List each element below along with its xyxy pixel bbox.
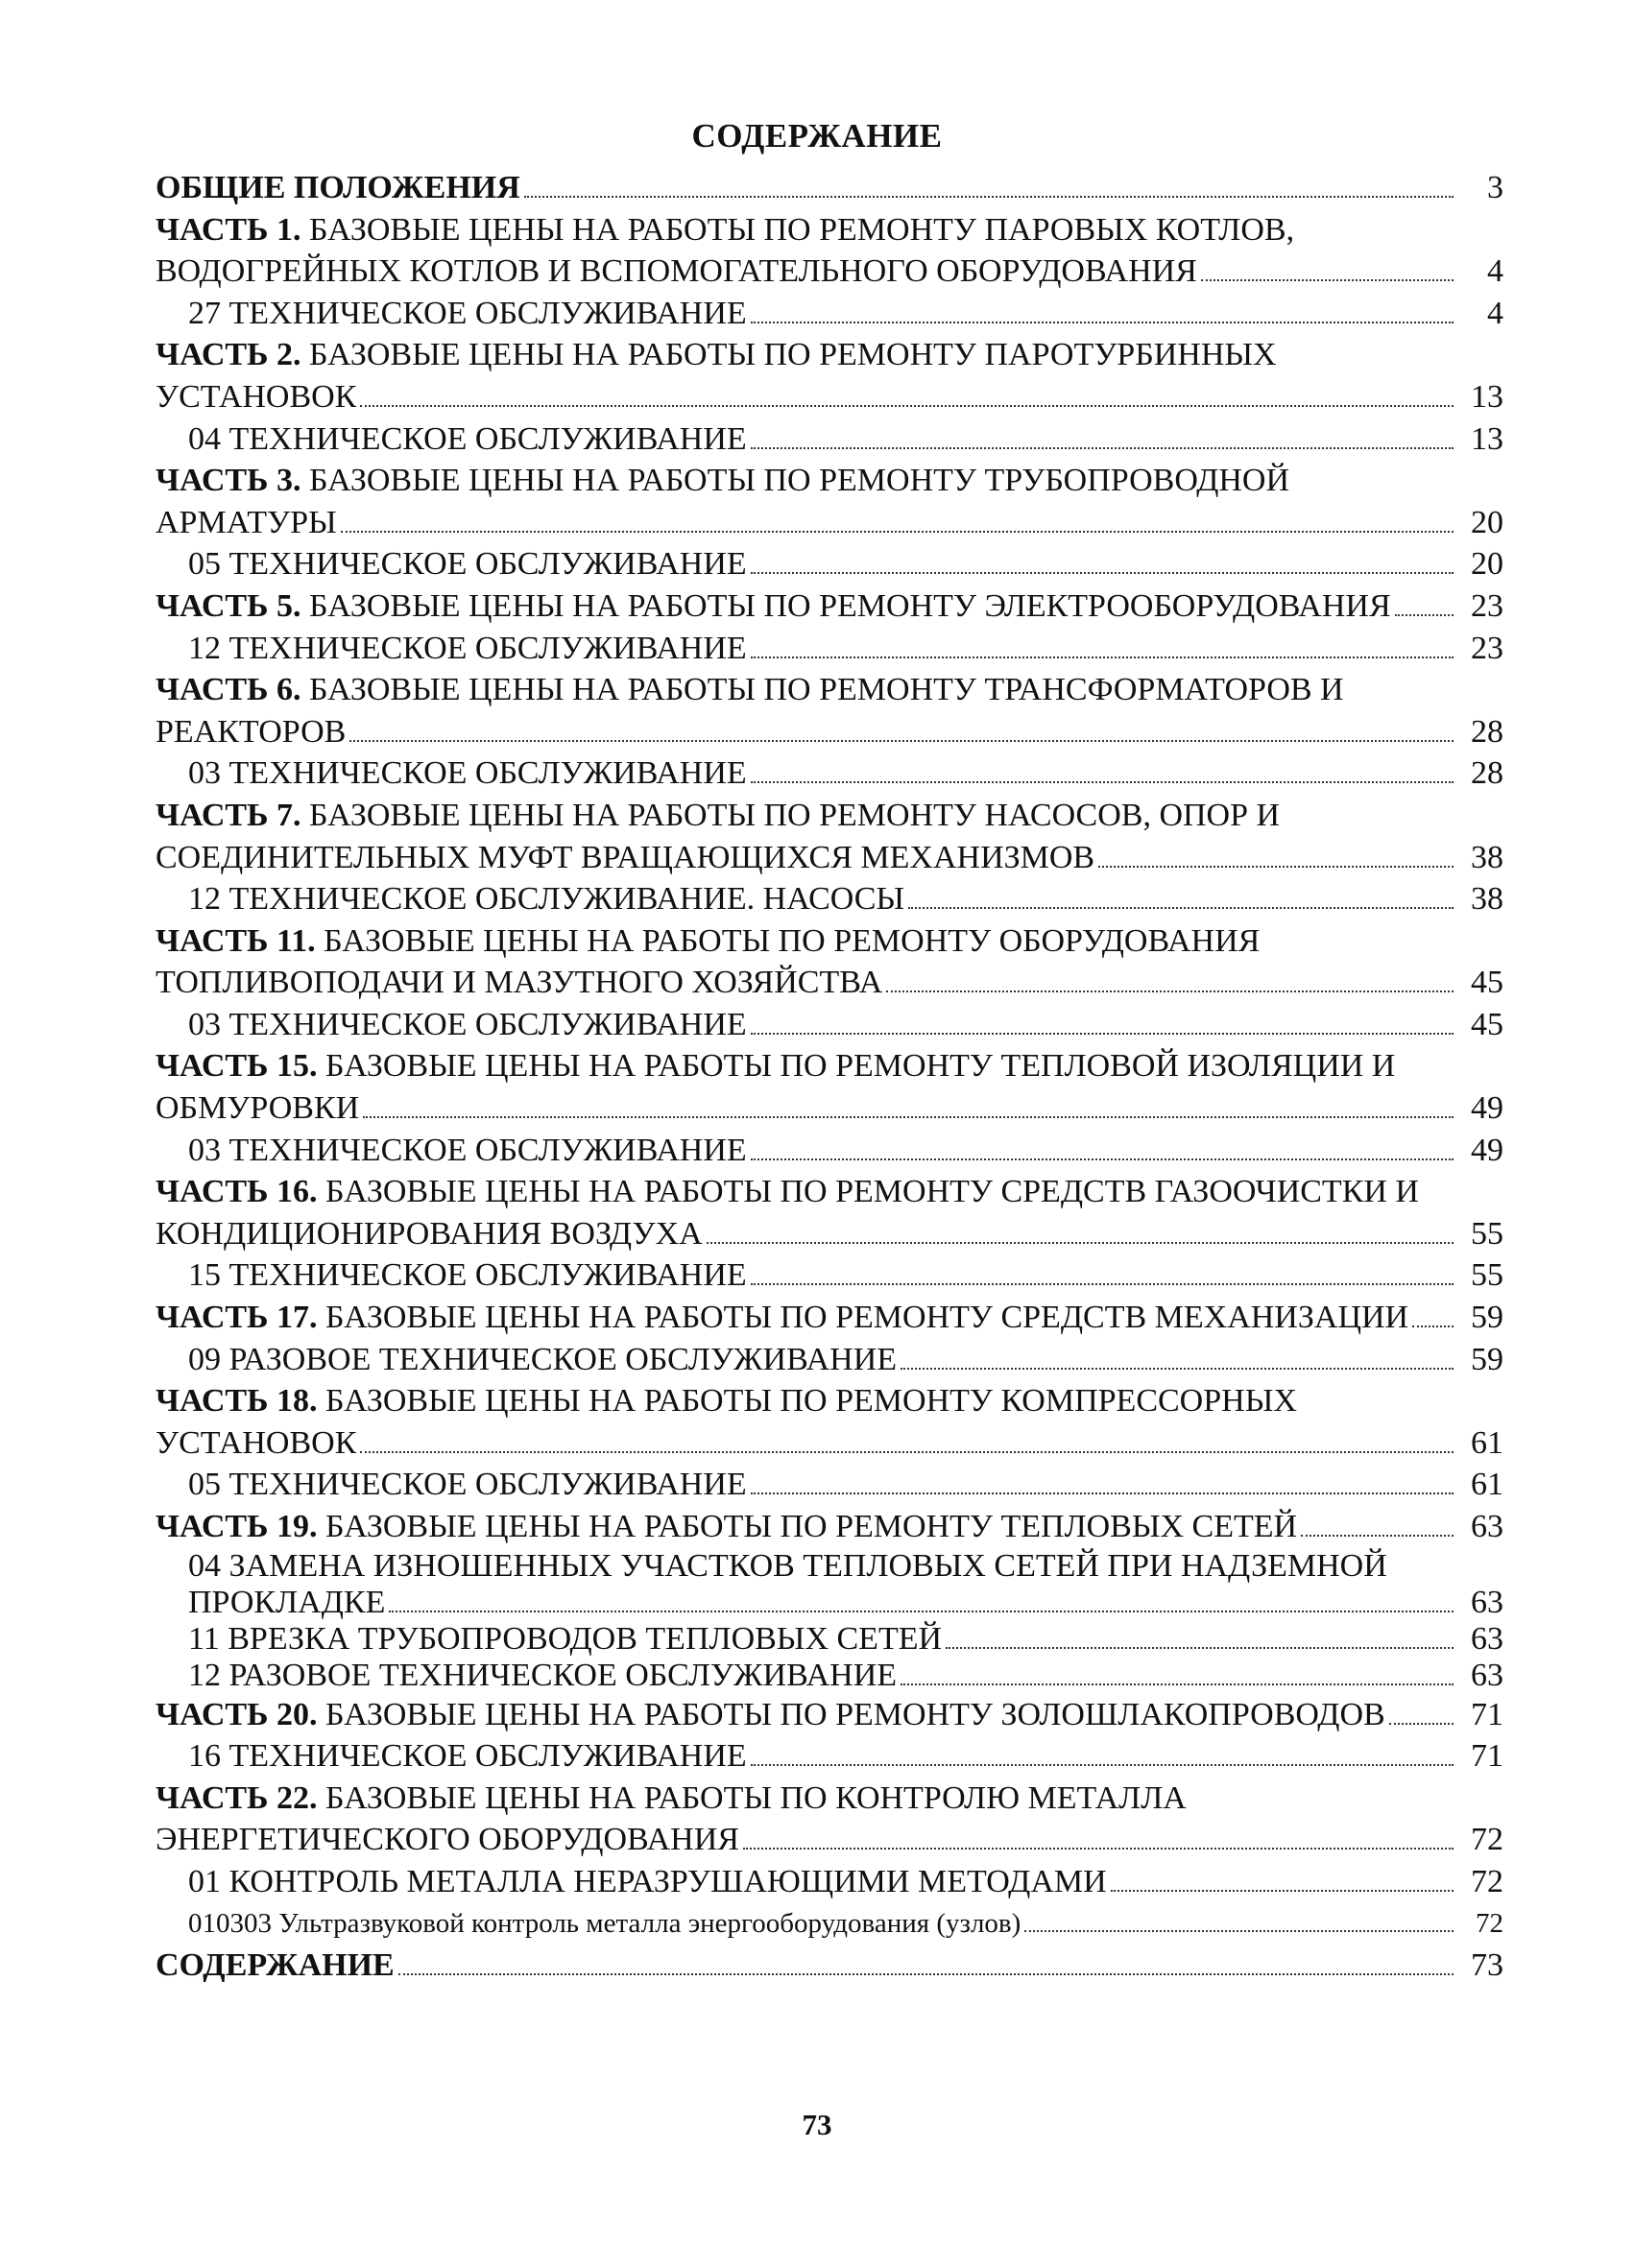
toc-entry[interactable] (156, 628, 1503, 670)
toc-part-label: ЧАСТЬ 2. (156, 337, 301, 373)
page-number: 73 (802, 2108, 832, 2141)
toc-entry-text: БАЗОВЫЕ ЦЕНЫ НА РАБОТЫ ПО РЕМОНТУ ТРАНСФОРМАТОРОВ И (300, 672, 1344, 708)
toc-page-number: 61 (1471, 1467, 1503, 1503)
toc-entry[interactable] (156, 1297, 1503, 1339)
toc-entry[interactable] (156, 752, 1503, 795)
toc-entry-line (156, 1045, 1503, 1087)
toc-entry[interactable] (156, 543, 1503, 585)
dot-leader (341, 531, 1454, 533)
dot-leader (360, 405, 1454, 407)
toc-entry-line (156, 585, 1503, 628)
toc-entry[interactable] (156, 1903, 1503, 1946)
dot-leader (524, 196, 1454, 198)
toc-entry-line (156, 376, 1503, 418)
toc-entry-text: ЭНЕРГЕТИЧЕСКОГО ОБОРУДОВАНИЯ (156, 1822, 739, 1858)
toc-part-label: ЧАСТЬ 22. (156, 1779, 318, 1816)
toc-entry-text-wrap (156, 1297, 1408, 1339)
toc-entry-line (156, 1506, 1503, 1548)
toc-entry-text-wrap (156, 1694, 1385, 1736)
dot-leader (349, 740, 1454, 742)
toc-entry-line (156, 1778, 1503, 1820)
toc-entry-text: 16 ТЕХНИЧЕСКОЕ ОБСЛУЖИВАНИЕ (188, 1738, 747, 1775)
toc-entry-line (156, 1087, 1503, 1130)
toc-part-label: ЧАСТЬ 16. (156, 1174, 318, 1210)
toc-page-number: 63 (1471, 1620, 1503, 1657)
table-of-contents (156, 167, 1503, 1987)
dot-leader (1098, 866, 1454, 868)
toc-entry-text: 11 ВРЕЗКА ТРУБОПРОВОДОВ ТЕПЛОВЫХ СЕТЕЙ (188, 1620, 943, 1657)
toc-page-number: 38 (1471, 881, 1503, 918)
toc-entry-text: АРМАТУРЫ (156, 504, 337, 540)
dot-leader (751, 781, 1454, 783)
toc-part-label: ЧАСТЬ 17. (156, 1300, 318, 1336)
toc-entry-line (188, 1004, 1503, 1046)
toc-entry-text: 03 ТЕХНИЧЕСКОЕ ОБСЛУЖИВАНИЕ (188, 1132, 747, 1168)
toc-entry-text: БАЗОВЫЕ ЦЕНЫ НА РАБОТЫ ПО КОНТРОЛЮ МЕТАЛЛА (317, 1779, 1187, 1816)
toc-part-label: ЧАСТЬ 1. (156, 211, 301, 248)
toc-page-number: 71 (1471, 1738, 1503, 1775)
toc-part-label: ЧАСТЬ 5. (156, 587, 301, 624)
toc-entry[interactable] (156, 1694, 1503, 1736)
toc-page-number: 28 (1471, 755, 1503, 792)
toc-page-number: 59 (1471, 1300, 1503, 1336)
toc-entry-text: 03 ТЕХНИЧЕСКОЕ ОБСЛУЖИВАНИЕ (188, 1006, 747, 1042)
toc-entry-line (156, 1945, 1503, 1987)
toc-page-number: 63 (1471, 1509, 1503, 1544)
toc-entry-text: СОДЕРЖАНИЕ (156, 1947, 395, 1984)
toc-page-number: 45 (1471, 965, 1503, 1001)
toc-part-label: ЧАСТЬ 19. (156, 1509, 318, 1544)
dot-leader (751, 1283, 1454, 1285)
toc-entry-text: ОБЩИЕ ПОЛОЖЕНИЯ (156, 170, 520, 205)
dot-leader (1201, 279, 1454, 281)
toc-page-number: 59 (1471, 1341, 1503, 1377)
toc-entry-line (188, 1585, 1503, 1621)
toc-page-number: 49 (1471, 1090, 1503, 1127)
dot-leader (1395, 614, 1454, 616)
toc-entry-text: 04 ТЕХНИЧЕСКОЕ ОБСЛУЖИВАНИЕ (188, 420, 747, 457)
toc-entry[interactable] (156, 1945, 1503, 1987)
toc-entry-text: 09 РАЗОВОЕ ТЕХНИЧЕСКОЕ ОБСЛУЖИВАНИЕ (188, 1341, 898, 1377)
toc-entry-text-wrap (156, 585, 1391, 628)
toc-entry[interactable] (156, 1171, 1503, 1254)
toc-entry[interactable] (156, 878, 1503, 920)
toc-entry[interactable] (156, 460, 1503, 543)
toc-entry[interactable] (156, 795, 1503, 878)
toc-entry-text: БАЗОВЫЕ ЦЕНЫ НА РАБОТЫ ПО РЕМОНТУ КОМПРЕССОРНЫХ (317, 1383, 1297, 1420)
toc-entry-text: БАЗОВЫЕ ЦЕНЫ НА РАБОТЫ ПО РЕМОНТУ СРЕДСТВ МЕХАНИЗАЦИИ (317, 1300, 1409, 1336)
toc-entry[interactable] (156, 585, 1503, 628)
toc-entry[interactable] (156, 669, 1503, 752)
toc-entry-line (188, 1130, 1503, 1172)
toc-page-number: 13 (1471, 420, 1503, 457)
toc-entry-text: СОЕДИНИТЕЛЬНЫХ МУФТ ВРАЩАЮЩИХСЯ МЕХАНИЗМОВ (156, 839, 1095, 875)
toc-entry[interactable] (156, 1045, 1503, 1129)
toc-entry-line (188, 752, 1503, 795)
dot-leader (751, 1033, 1454, 1035)
toc-entry[interactable] (156, 1658, 1503, 1694)
toc-entry-text: 15 ТЕХНИЧЕСКОЕ ОБСЛУЖИВАНИЕ (188, 1257, 747, 1294)
toc-entry-text: КОНДИЦИОНИРОВАНИЯ ВОЗДУХА (156, 1215, 703, 1252)
toc-entry-text: БАЗОВЫЕ ЦЕНЫ НА РАБОТЫ ПО РЕМОНТУ НАСОСОВ, ОПОР И (300, 797, 1281, 833)
toc-entry-line (156, 837, 1503, 879)
toc-part-label: ЧАСТЬ 20. (156, 1696, 318, 1732)
toc-page-number: 28 (1471, 713, 1503, 750)
toc-entry-line (156, 1380, 1503, 1422)
dot-leader (1111, 1890, 1454, 1892)
toc-entry[interactable] (156, 334, 1503, 418)
toc-entry-line (188, 628, 1503, 670)
toc-entry-text: ТОПЛИВОПОДАЧИ И МАЗУТНОГО ХОЗЯЙСТВА (156, 965, 883, 1001)
toc-part-label: ЧАСТЬ 6. (156, 672, 301, 708)
toc-entry-text: БАЗОВЫЕ ЦЕНЫ НА РАБОТЫ ПО РЕМОНТУ ТРУБОПРОВОДНОЙ (300, 463, 1290, 499)
toc-page-number: 3 (1487, 170, 1503, 205)
dot-leader (751, 322, 1454, 323)
toc-page-number: 20 (1471, 504, 1503, 540)
toc-entry-text: УСТАНОВОК (156, 378, 357, 415)
toc-part-label: ЧАСТЬ 11. (156, 922, 316, 959)
toc-part-label: ЧАСТЬ 3. (156, 463, 301, 499)
toc-entry-line (188, 1339, 1503, 1381)
toc-entry-text: РЕАКТОРОВ (156, 713, 347, 750)
toc-entry[interactable] (156, 1130, 1503, 1172)
toc-entry-text: 05 ТЕХНИЧЕСКОЕ ОБСЛУЖИВАНИЕ (188, 546, 747, 583)
toc-part-label: ЧАСТЬ 18. (156, 1383, 318, 1420)
toc-page-number: 38 (1471, 839, 1503, 875)
dot-leader (1412, 1325, 1454, 1327)
toc-page-number: 72 (1471, 1863, 1503, 1899)
toc-entry-line (156, 1694, 1503, 1736)
toc-entry-line (188, 1621, 1503, 1658)
dot-leader (751, 1158, 1454, 1160)
dot-leader (363, 1116, 1454, 1118)
toc-entry-line (156, 669, 1503, 711)
toc-entry-text: БАЗОВЫЕ ЦЕНЫ НА РАБОТЫ ПО РЕМОНТУ ТЕПЛОВЫХ СЕТЕЙ (317, 1509, 1298, 1544)
toc-entry-line (188, 1861, 1503, 1903)
toc-entry-line (156, 460, 1503, 502)
toc-entry-text: 12 ТЕХНИЧЕСКОЕ ОБСЛУЖИВАНИЕ (188, 630, 747, 666)
dot-leader (398, 1973, 1454, 1975)
toc-entry-line (188, 1254, 1503, 1297)
toc-entry-line (156, 1422, 1503, 1465)
toc-entry[interactable] (156, 1380, 1503, 1464)
toc-entry-text: БАЗОВЫЕ ЦЕНЫ НА РАБОТЫ ПО РЕМОНТУ ЭЛЕКТРООБОРУДОВАНИЯ (300, 587, 1391, 624)
toc-page-number: 73 (1471, 1947, 1503, 1984)
toc-entry-text: УСТАНОВОК (156, 1424, 357, 1461)
toc-entry-text: БАЗОВЫЕ ЦЕНЫ НА РАБОТЫ ПО РЕМОНТУ ПАРОТУРБИННЫХ (300, 337, 1277, 373)
dot-leader (1389, 1723, 1454, 1725)
toc-entry-text: 01 КОНТРОЛЬ МЕТАЛЛА НЕРАЗРУШАЮЩИМИ МЕТОДАМИ (188, 1863, 1107, 1899)
toc-entry-line (156, 920, 1503, 963)
toc-entry-text: БАЗОВЫЕ ЦЕНЫ НА РАБОТЫ ПО РЕМОНТУ ЗОЛОШЛАКОПРОВОДОВ (317, 1696, 1385, 1732)
toc-page-number: 4 (1487, 295, 1503, 331)
toc-title: СОДЕРЖАНИЕ (691, 117, 943, 155)
dot-leader (901, 1368, 1454, 1370)
dot-leader (751, 1764, 1454, 1766)
toc-entry-line (156, 209, 1503, 251)
toc-entry[interactable] (156, 1506, 1503, 1548)
dot-leader (360, 1451, 1454, 1453)
toc-entry-line (188, 543, 1503, 585)
toc-entry[interactable] (156, 920, 1503, 1004)
toc-entry[interactable] (156, 1735, 1503, 1778)
toc-entry[interactable] (156, 1861, 1503, 1903)
toc-page-number: 63 (1471, 1657, 1503, 1693)
toc-entry-line (156, 962, 1503, 1004)
toc-page-number: 49 (1471, 1132, 1503, 1168)
toc-entry-text: 27 ТЕХНИЧЕСКОЕ ОБСЛУЖИВАНИЕ (188, 295, 747, 331)
toc-entry-text: БАЗОВЫЕ ЦЕНЫ НА РАБОТЫ ПО РЕМОНТУ ОБОРУДОВАНИЯ (315, 922, 1261, 959)
toc-page-number: 23 (1471, 587, 1503, 624)
toc-entry[interactable] (156, 1004, 1503, 1046)
dot-leader (886, 991, 1454, 992)
toc-part-label: ЧАСТЬ 15. (156, 1048, 318, 1085)
toc-entry-line (188, 293, 1503, 335)
toc-page-number: 20 (1471, 546, 1503, 583)
toc-entry-text: 010303 Ультразвуковой контроль металла энергооборудования (узлов) (188, 1907, 1021, 1939)
dot-leader (389, 1611, 1454, 1612)
toc-entry-line (188, 418, 1503, 461)
toc-entry-line (156, 1297, 1503, 1339)
dot-leader (743, 1848, 1454, 1850)
toc-entry-line (156, 795, 1503, 837)
dot-leader (901, 1683, 1454, 1685)
toc-entry-text: 12 РАЗОВОЕ ТЕХНИЧЕСКОЕ ОБСЛУЖИВАНИЕ (188, 1657, 898, 1693)
toc-entry-text: 05 ТЕХНИЧЕСКОЕ ОБСЛУЖИВАНИЕ (188, 1467, 747, 1503)
dot-leader (707, 1242, 1454, 1244)
toc-page-number: 71 (1471, 1696, 1503, 1732)
toc-entry-line (156, 334, 1503, 376)
toc-entry-line (156, 502, 1503, 544)
dot-leader (751, 572, 1454, 574)
toc-entry-line (156, 1213, 1503, 1255)
dot-leader (1024, 1930, 1454, 1932)
toc-entry-text: БАЗОВЫЕ ЦЕНЫ НА РАБОТЫ ПО РЕМОНТУ ТЕПЛОВОЙ ИЗОЛЯЦИИ И (317, 1048, 1396, 1085)
toc-entry-line (188, 1658, 1503, 1694)
toc-entry-text: ВОДОГРЕЙНЫХ КОТЛОВ И ВСПОМОГАТЕЛЬНОГО ОБОРУДОВАНИЯ (156, 253, 1197, 290)
toc-entry[interactable] (156, 293, 1503, 335)
dot-leader (1301, 1535, 1454, 1537)
dot-leader (946, 1647, 1454, 1649)
toc-page-number: 23 (1471, 630, 1503, 666)
toc-entry-text-wrap (156, 1506, 1297, 1548)
toc-entry-line: 04 ЗАМЕНА ИЗНОШЕННЫХ УЧАСТКОВ ТЕПЛОВЫХ СЕТЕЙ ПРИ НАДЗЕМНОЙ (188, 1547, 1387, 1584)
toc-entry-text: БАЗОВЫЕ ЦЕНЫ НА РАБОТЫ ПО РЕМОНТУ ПАРОВЫХ КОТЛОВ, (300, 211, 1295, 248)
toc-entry-text: ОБМУРОВКИ (156, 1090, 360, 1127)
toc-entry-text: 03 ТЕХНИЧЕСКОЕ ОБСЛУЖИВАНИЕ (188, 755, 747, 792)
toc-entry-line (188, 878, 1503, 920)
toc-entry-text: ПРОКЛАДКЕ (188, 1584, 386, 1620)
dot-leader (751, 1492, 1454, 1494)
toc-entry-line (188, 1735, 1503, 1778)
toc-page-number: 72 (1471, 1822, 1503, 1858)
toc-page-number: 63 (1471, 1584, 1503, 1620)
toc-entry[interactable] (156, 1339, 1503, 1381)
dot-leader (751, 657, 1454, 658)
toc-entry-line (156, 251, 1503, 293)
toc-entry-line (156, 1171, 1503, 1213)
toc-entry[interactable] (156, 418, 1503, 461)
toc-page-number: 61 (1471, 1424, 1503, 1461)
toc-entry[interactable] (156, 1621, 1503, 1658)
dot-leader (751, 447, 1454, 449)
toc-entry[interactable] (156, 1548, 1503, 1621)
toc-entry-text: БАЗОВЫЕ ЦЕНЫ НА РАБОТЫ ПО РЕМОНТУ СРЕДСТВ ГАЗООЧИСТКИ И (317, 1174, 1419, 1210)
toc-entry-line (188, 1464, 1503, 1506)
toc-entry-line (156, 167, 1503, 209)
toc-entry-line (188, 1903, 1503, 1946)
dot-leader (908, 907, 1454, 909)
toc-page-number: 13 (1471, 378, 1503, 415)
toc-entry[interactable] (156, 209, 1503, 293)
toc-entry[interactable] (156, 167, 1503, 209)
toc-page-number: 45 (1471, 1006, 1503, 1042)
toc-entry-line (156, 1819, 1503, 1861)
toc-page-number: 4 (1487, 253, 1503, 290)
toc-entry[interactable] (156, 1254, 1503, 1297)
toc-entry-text: 12 ТЕХНИЧЕСКОЕ ОБСЛУЖИВАНИЕ. НАСОСЫ (188, 881, 905, 918)
toc-entry[interactable] (156, 1778, 1503, 1861)
toc-page-number: 55 (1471, 1215, 1503, 1252)
toc-page-number: 55 (1471, 1257, 1503, 1294)
toc-entry[interactable] (156, 1464, 1503, 1506)
toc-page-number: 72 (1476, 1907, 1503, 1939)
toc-part-label: ЧАСТЬ 7. (156, 797, 301, 833)
toc-entry-line (156, 711, 1503, 753)
